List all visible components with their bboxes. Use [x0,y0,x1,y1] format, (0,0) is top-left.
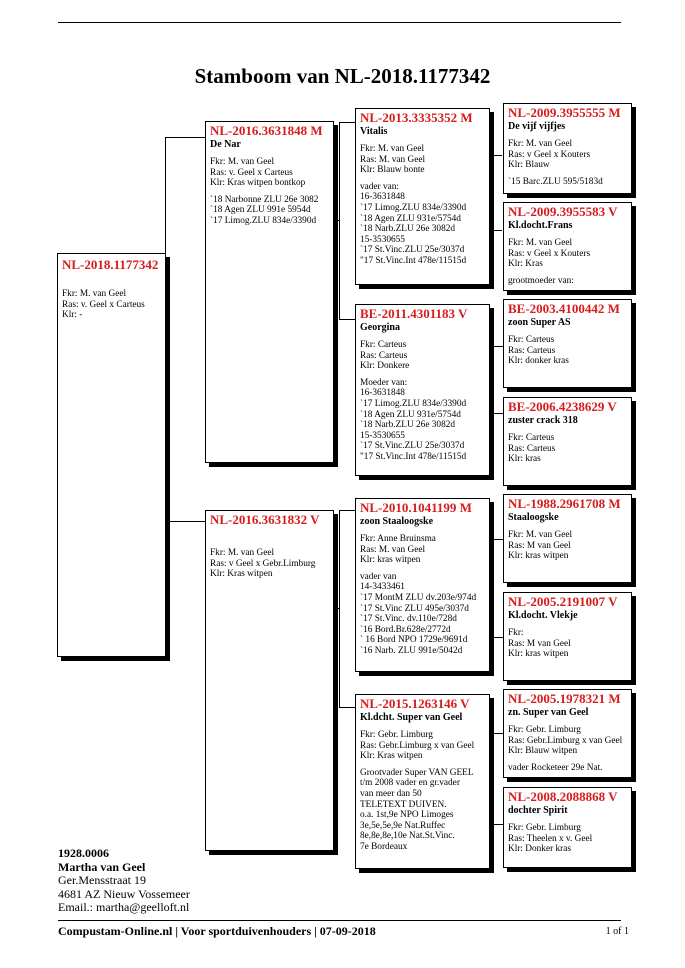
detail-line: Klr: Donker kras [508,844,571,855]
pigeon-card-mother[interactable] [205,510,334,851]
ring-number: NL-2010.1041199 M [360,500,472,515]
note-line: ` 16 Bord NPO 1729e/9691d [360,635,468,646]
owner-info [58,847,190,915]
note-line: 15-3530655 [360,234,405,245]
detail-line: Klr: Blauw [508,160,550,171]
detail-line: Klr: Kras witpen [360,751,423,762]
ring-number: BE-2003.4100442 M [508,301,620,316]
ring-number: NL-2018.1177342 [62,257,159,272]
note-line: `16 Narb. ZLU 991e/5042d [360,645,463,656]
connector-ff [489,155,502,231]
pigeon-card-mmf[interactable] [503,689,632,778]
ring-number: BE-2011.4301183 V [360,306,468,321]
pigeon-card-fff[interactable] [503,103,632,194]
ring-number: NL-2009.3955555 M [508,105,621,120]
connector-father [339,122,355,320]
detail-line: Klr: kras witpen [508,649,569,660]
detail-line: Ras: v Geel x Gebr.Limburg [210,558,316,569]
ring-number: NL-2016.3631848 M [210,123,323,138]
detail-line: Fkr: Gebr. Limburg [360,730,433,740]
detail-line: Klr: Kras witpen bontkop [210,178,306,189]
owner-code: 1928.0006 [58,846,109,860]
ring-number: NL-2016.3631832 V [210,512,320,527]
note-line: 8e,8e,8e,10e Nat.St.Vinc. [360,831,455,842]
detail-line: Fkr: Carteus [508,335,555,345]
note-line: 14-3433461 [360,582,405,593]
detail-line: Fkr: Carteus [508,433,555,443]
owner-address-street: Ger.Mensstraat 19 [58,873,146,887]
pigeon-name: De vijf vijfjes [508,121,566,132]
note-line: `18 Agen ZLU 991e 5954d [210,205,311,216]
note-line: `18 Agen ZLU 931e/5754d [360,213,461,224]
note-line: `16 Bord.Br.628e/2772d [360,624,451,635]
note-line: `15 Barc.ZLU 595/5183d [508,176,603,187]
note-line: o.a. 1st,9e NPO Limoges [360,810,454,821]
note-line: `17 Limog.ZLU 834e/3390d [360,202,467,213]
note-line: `17 Limog.ZLU 834e/3390d [360,398,467,409]
connector-fm-v [489,346,503,414]
pigeon-card-ff[interactable] [355,108,490,285]
detail-line: Klr: kras witpen [360,555,421,566]
pigeon-card-ffm[interactable] [503,202,632,291]
detail-line: Fkr: M. van Geel [508,238,573,248]
note-line: `17 St.Vinc. dv.110e/728d [360,614,457,625]
note-line: `17 St.Vinc ZLU 495e/3037d [360,603,469,614]
note-line: `18 Narbonne ZLU 26e 3082 [210,194,319,205]
detail-line: Fkr: Anne Bruinsma [360,534,436,544]
owner-address-city: 4681 AZ Nieuw Vossemeer [58,886,190,901]
pigeon-name: De Nar [210,139,241,150]
note-line: TELETEXT DUIVEN. [360,799,447,810]
detail-line: Ras: M van Geel [508,540,571,551]
pigeon-name: zuster crack 318 [508,415,578,426]
pigeon-card-fmm[interactable] [503,397,632,486]
top-rule [58,22,621,23]
detail-line: Ras: M. van Geel [360,154,426,165]
pigeon-name: Staaloogske [508,512,559,523]
connector-root [165,137,206,522]
note-line: `17 MontM ZLU dv.203e/974d [360,592,477,603]
ring-number: NL-2008.2088868 V [508,789,618,804]
page-title: Stamboom van NL-2018.1177342 [194,64,491,88]
note-line: vader van: [360,181,399,192]
detail-line: Fkr: M. van Geel [508,530,573,540]
note-line: `18 Narb.ZLU 26e 3082d [360,420,456,431]
detail-line: Fkr: M. van Geel [508,139,573,149]
detail-line: Ras: M van Geel [508,638,571,649]
detail-line: Fkr: M. van Geel [210,548,275,558]
pigeon-card-father[interactable] [205,121,334,463]
ring-number: NL-2005.1978321 M [508,691,621,706]
note-line: 7e Bordeaux [360,841,408,852]
pigeon-card-mmm[interactable] [503,787,632,868]
note-line: grootmoeder van: [508,275,574,286]
ring-number: NL-2015.1263146 V [360,696,470,711]
note-line: `17 St.Vinc.ZLU 25e/3037d [360,441,465,452]
pigeon-name: zn. Super van Geel [508,707,589,718]
ring-number: NL-2005.2191007 V [508,594,618,609]
note-line: 16-3631848 [360,192,405,203]
detail-line: Ras: v. Geel x Carteus [210,167,293,178]
detail-line: Ras: Gebr.Limburg x van Geel [508,735,623,746]
detail-line: Fkr: Gebr. Limburg [508,725,581,735]
note-line: "17 St.Vinc.Int 478e/11515d [360,451,467,462]
pigeon-name: dochter Spirit [508,805,568,816]
detail-line: Ras: M. van Geel [360,544,426,555]
detail-line: Ras: v Geel x Kouters [508,248,591,259]
pigeon-name: Kl.docht.Frans [508,220,573,231]
note-line: van meer dan 50 [360,788,422,799]
note-line: Grootvader Super VAN GEEL [360,767,474,778]
ring-number: NL-1988.2961708 M [508,496,621,511]
pigeon-card-mfm[interactable] [503,592,632,681]
detail-line: Klr: Donkere [360,361,410,372]
footer-text: Compustam-Online.nl | Voor sportduivenhouders | 07-09-2018 [58,924,376,938]
owner-email[interactable]: Email.: martha@geelloft.nl [58,900,190,914]
ring-number: NL-2013.3335352 M [360,110,473,125]
detail-line: Klr: - [62,310,83,321]
pigeon-card-mff[interactable] [503,494,632,583]
note-line: `17 Limog.ZLU 834e/3390d [210,215,317,226]
connector-mf-v [489,539,503,638]
detail-line: Klr: donker kras [508,356,569,367]
note-line: `17 St.Vinc.ZLU 25e/3037d [360,245,465,256]
detail-line: Klr: Kras witpen [210,569,273,580]
ring-number: BE-2006.4238629 V [508,399,617,414]
note-line: vader Rocketeer 29e Nat. [508,762,603,773]
note-line: "17 St.Vinc.Int 478e/11515d [360,255,467,266]
pigeon-card-fm[interactable] [355,304,490,476]
page-number: 1 of 1 [605,926,629,937]
note-line: `18 Agen ZLU 931e/5754d [360,409,461,420]
detail-line: Klr: kras [508,454,541,465]
detail-line: Klr: Blauw witpen [508,746,578,757]
pigeon-name: Georgina [360,322,400,333]
detail-line: Klr: Blauw bonte [360,165,425,176]
note-line: 15-3530655 [360,430,405,441]
detail-line: Ras: v Geel x Kouters [508,149,591,160]
detail-line: Fkr: M. van Geel [62,289,127,299]
note-line: Moeder van: [360,377,408,388]
pigeon-card-fmf[interactable] [503,299,632,388]
detail-line: Ras: Theelen x v. Geel [508,833,593,844]
detail-line: Ras: Carteus [508,443,556,454]
pigeon-name: Kl.docht. Vlekje [508,610,578,621]
detail-line: Ras: Carteus [508,345,556,356]
detail-line: Fkr: Carteus [360,340,407,350]
pigeon-name: Vitalis [360,126,388,137]
pigeon-card-mm[interactable] [355,694,490,869]
detail-line: Ras: Gebr.Limburg x van Geel [360,740,475,751]
detail-line: Fkr: Gebr. Limburg [508,823,581,833]
note-line: t/m 2008 vader en gr.vader [360,778,460,789]
connector-mother [339,510,355,708]
footer-rule [58,920,621,921]
connector-mm-v [489,733,503,825]
detail-line: Fkr: [508,628,524,638]
detail-line: Fkr: M. van Geel [360,144,425,154]
pigeon-card-root[interactable] [57,253,166,657]
ring-number: NL-2009.3955583 V [508,204,618,219]
pigeon-name: zoon Super AS [508,317,571,328]
pigeon-name: Kl.dcht. Super van Geel [360,712,463,723]
detail-line: Klr: kras witpen [508,551,569,562]
note-line: vader van [360,571,397,582]
detail-line: Klr: Kras [508,259,543,270]
note-line: 3e,5e,5e,9e Nat.Ruffec [360,820,446,831]
pigeon-name: zoon Staaloogske [360,516,434,527]
note-line: `18 Narb.ZLU 26e 3082d [360,224,456,235]
detail-line: Ras: Carteus [360,350,408,361]
detail-line: Ras: v. Geel x Carteus [62,299,145,310]
note-line: 16-3631848 [360,388,405,399]
pigeon-card-mf[interactable] [355,498,490,672]
detail-line: Fkr: M. van Geel [210,157,275,167]
owner-name: Martha van Geel [58,859,146,874]
